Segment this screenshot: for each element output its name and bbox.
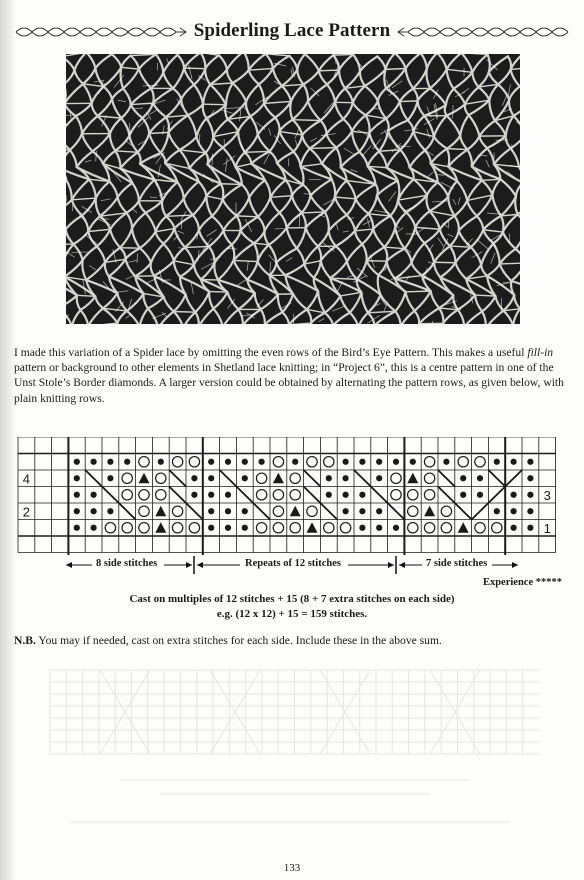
stitch-labels — [14, 556, 570, 576]
cast-on-line-2: e.g. (12 x 12) + 15 = 159 stitches. — [216, 608, 368, 620]
page-header — [14, 14, 570, 48]
nb-note — [14, 634, 570, 647]
side-right-label: 7 side stitches — [426, 558, 488, 569]
experience-rating: Experience ***** — [482, 577, 562, 588]
bleed-through-chart — [40, 660, 550, 840]
page-number: 133 — [283, 862, 301, 874]
row-label-left: 2 — [22, 504, 31, 520]
lace-texture — [66, 54, 520, 324]
paragraph-rest: pattern or background to other elements in Shetland lace knitting; in “Project 6”, this is a centre pattern in one of the Unst Stole’s Border diamonds. A larger version could be obtained by alternating the pattern rows, as given below, with plain knitting rows. — [14, 361, 564, 405]
row-label-left: 4 — [22, 471, 31, 487]
cast-on-line-1: Cast on multiples of 12 stitches + 15 (8 + 7 extra stitches on each side) — [129, 593, 455, 605]
knitting-chart — [14, 437, 570, 555]
page-title: Spiderling Lace Pattern — [193, 20, 391, 41]
nb-label: N.B. — [14, 634, 36, 647]
paragraph-intro: I made this variation of a Spider lace by omitting the even rows of the Bird’s Eye Pattern. This makes a useful — [14, 346, 528, 359]
repeats-label: Repeats of 12 stitches — [245, 558, 341, 569]
lace-photo — [66, 54, 520, 324]
row-label-right: 1 — [543, 520, 551, 536]
side-left-label: 8 side stitches — [96, 558, 158, 569]
row-label-right: 3 — [543, 487, 551, 503]
nb-text: You may if needed, cast on extra stitches for each side. Include these in the above sum. — [35, 634, 442, 647]
description-paragraph — [14, 345, 570, 406]
cast-on-instructions — [14, 592, 570, 622]
right-ornament-icon — [395, 24, 570, 40]
paragraph-emphasis: fill-in — [527, 346, 554, 359]
